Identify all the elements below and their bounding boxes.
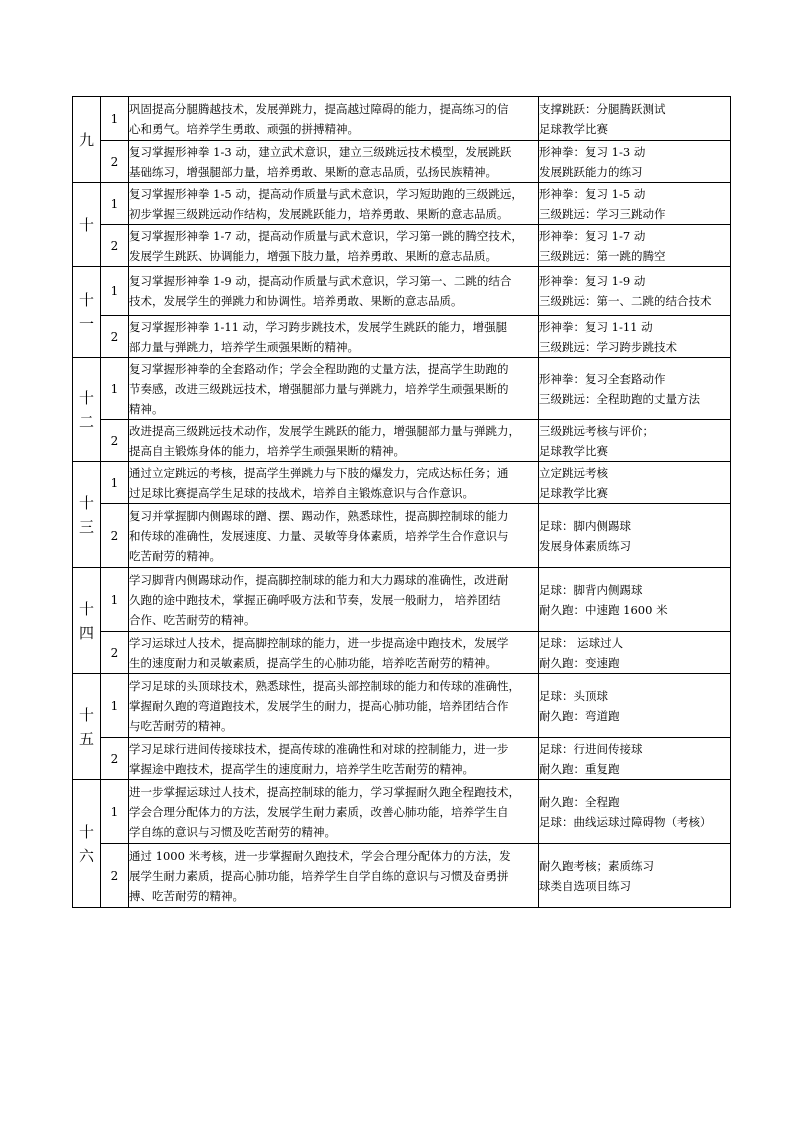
week-number-cell [73,780,101,908]
lesson-row [73,844,731,908]
lesson-number-cell: 2 [101,738,129,780]
lesson-content-line: 耐久跑：变速跑 [539,655,620,670]
lesson-goal-line: 生的速度耐力和灵敏素质，提高学生的心肺功能，培养吃苦耐劳的精神。 [129,655,497,670]
week-number-char: 十 [78,215,94,234]
lesson-row [73,141,731,183]
lesson-content-line: 形神拳：复习 1-3 动 [539,144,646,159]
lesson-content-line: 三级跳远：学习跨步跳技术 [539,339,677,354]
lesson-content-line: 足球教学比赛 [539,121,608,136]
week-number-char: 一 [78,315,94,333]
lesson-goal-line: 节奏感，改进三级跳远技术，增强腿部力量与弹跳力，培养学生顽强果断的 [129,381,509,396]
lesson-goal-line: 进一步掌握运球过人技术，提高控制球的能力，学习掌握耐久跑全程跑技术， [129,784,520,799]
lesson-content-line: 三级跳远：第一跳的腾空 [539,248,666,263]
lesson-content-line: 耐久跑：重复跑 [539,761,620,776]
lesson-goal-line: 复习掌握形神拳 1-7 动，提高动作质量与武术意识，学习第一跳的腾空技术， [129,228,523,243]
lesson-goal-line: 学自练的意识与习惯及吃苦耐劳的精神。 [129,824,336,839]
lesson-content-line: 支撑跳跃：分腿腾跃测试 [539,101,666,116]
lesson-goal-line: 初步掌握三级跳远动作结构，发展跳跃能力，培养勇敢、果断的意志品质。 [129,206,509,221]
week-number-char: 三 [78,517,94,536]
lesson-content-cell [539,504,731,568]
lesson-row [73,225,731,267]
lesson-goal-cell [129,632,539,674]
week-number-char: 五 [78,729,94,748]
lesson-content-line: 足球：脚背内侧踢球 [539,582,643,597]
lesson-content-line: 球类自选项目练习 [539,878,631,893]
week-number-char: 十 [78,599,94,618]
lesson-number-cell: 2 [101,632,129,674]
lesson-goal-line: 心和勇气。培养学生勇敢、顽强的拼搏精神。 [129,121,359,136]
lesson-content-cell [539,674,731,738]
lesson-goal-cell [129,420,539,462]
week-number-cell [73,674,101,780]
lesson-content-line: 形神拳：复习全套路动作 [539,371,666,386]
lesson-content-line: 耐久跑考核；素质练习 [539,858,654,873]
lesson-goal-cell [129,358,539,420]
lesson-goal-cell [129,462,539,504]
week-number-char: 十 [78,493,94,512]
lesson-content-cell [539,462,731,504]
lesson-goal-line: 复习掌握形神拳 1-11 动，学习跨步跳技术，发展学生跳跃的能力，增强腿 [129,319,508,334]
week-number-cell [73,568,101,674]
lesson-goal-cell [129,225,539,267]
lesson-content-line: 足球：曲线运球过障碍物（考核） [539,814,712,829]
lesson-content-cell [539,316,731,358]
week-number-char: 二 [78,412,94,431]
lesson-goal-cell [129,674,539,738]
week-number-char: 十 [78,291,94,309]
lesson-goal-line: 复习掌握形神拳 1-5 动，提高动作质量与武术意识，学习短助跑的三级跳远， [129,186,523,201]
lesson-goal-line: 过足球比赛提高学生足球的技战术，培养自主锻炼意识与合作意识。 [129,485,474,500]
lesson-goal-line: 通过立定跳远的考核，提高学生弹跳力与下肢的爆发力，完成达标任务；通 [129,465,509,480]
lesson-row [73,97,731,141]
lesson-content-line: 足球教学比赛 [539,485,608,500]
lesson-goal-line: 改进提高三级跳远技术动作，发展学生跳跃的能力，增强腿部力量与弹跳力， [129,423,520,438]
lesson-goal-line: 和传球的准确性，发展速度、力量、灵敏等身体素质，培养学生合作意识与 [129,528,509,543]
lesson-goal-line: 学会合理分配体力的方法，发展学生耐力素质，改善心肺功能，培养学生自 [129,804,509,819]
week-number-cell [73,97,101,183]
week-number-char: 六 [78,846,94,865]
lesson-content-line: 足球： 运球过人 [539,635,624,650]
lesson-row [73,738,731,780]
lesson-number-cell: 2 [101,844,129,908]
lesson-content-cell [539,780,731,844]
lesson-goal-line: 学习足球的头顶球技术，熟悉球性，提高头部控制球的能力和传球的准确性， [129,678,520,693]
lesson-content-line: 足球：脚内侧踢球 [539,518,631,533]
lesson-row [73,420,731,462]
lesson-goal-line: 提高自主锻炼身体的能力，培养学生顽强果断的精神。 [129,443,405,458]
lesson-number-cell: 2 [101,420,129,462]
lesson-content-line: 立定跳远考核 [539,465,608,480]
lesson-goal-line: 巩固提高分腿腾越技术，发展弹跳力，提高越过障碍的能力，提高练习的信 [129,101,509,116]
lesson-row [73,462,731,504]
lesson-content-line: 发展身体素质练习 [539,538,631,553]
lesson-content-cell [539,844,731,908]
lesson-content-line: 足球：行进间传接球 [539,741,643,756]
lesson-content-cell [539,97,731,141]
lesson-content-cell [539,358,731,420]
lesson-content-line: 三级跳远：第一、二跳的结合技术 [539,294,712,308]
lesson-goal-cell [129,316,539,358]
lesson-goal-line: 掌握耐久跑的弯道跑技术，发展学生的耐力，提高心肺功能，培养团结合作 [129,698,509,713]
lesson-content-line: 发展跳跃能力的练习 [539,164,643,179]
lesson-goal-line: 学习脚背内侧踢球动作，提高脚控制球的能力和大力踢球的准确性，改进耐 [129,572,509,587]
lesson-number-cell: 2 [101,141,129,183]
lesson-number-cell: 1 [101,183,129,225]
lesson-number-cell: 1 [101,568,129,632]
lesson-row [73,267,731,316]
lesson-goal-cell [129,183,539,225]
lesson-content-line: 三级跳远考核与评价； [539,423,654,438]
lesson-number-cell: 1 [101,462,129,504]
lesson-number-cell: 2 [101,504,129,568]
lesson-content-line: 耐久跑：全程跑 [539,794,620,809]
lesson-content-line: 三级跳远：学习三跳动作 [539,206,666,221]
lesson-number-cell: 1 [101,780,129,844]
lesson-content-cell [539,420,731,462]
lesson-content-cell [539,225,731,267]
lesson-content-line: 形神拳：复习 1-5 动 [539,186,646,201]
lesson-content-cell [539,632,731,674]
lesson-goal-line: 复习并掌握脚内侧踢球的蹭、摆、踢动作，熟悉球性，提高脚控制球的能力 [129,508,509,523]
teaching-plan-body [73,97,731,908]
lesson-goal-line: 展学生耐力素质，提高心肺功能，培养学生自学自练的意识与习惯及奋勇拼 [129,868,509,883]
lesson-content-line: 足球教学比赛 [539,443,608,458]
lesson-content-line: 耐久跑：中速跑 1600 米 [539,602,668,617]
lesson-goal-line: 久跑的途中跑技术，掌握正确呼吸方法和节奏，发展一般耐力， 培养团结 [129,592,501,607]
lesson-goal-line: 学习足球行进间传接球技术，提高传球的准确性和对球的控制能力，进一步 [129,741,509,756]
lesson-goal-cell [129,141,539,183]
lesson-goal-cell [129,844,539,908]
lesson-goal-line: 合作、吃苦耐劳的精神。 [129,612,256,627]
week-number-cell [73,358,101,462]
lesson-goal-line: 复习掌握形神拳 1-9 动，提高动作质量与武术意识，学习第一、二跳的结合 [129,274,512,288]
lesson-content-cell [539,267,731,316]
lesson-row [73,674,731,738]
week-number-char: 十 [78,705,94,724]
lesson-number-cell: 1 [101,267,129,316]
week-number-cell [73,267,101,358]
lesson-goal-cell [129,738,539,780]
lesson-row [73,568,731,632]
lesson-row [73,183,731,225]
lesson-goal-line: 技术，发展学生的弹跳力和协调性。培养勇敢、果断的意志品质。 [129,294,463,308]
lesson-goal-cell [129,780,539,844]
lesson-row [73,504,731,568]
lesson-goal-line: 掌握途中跑技术，提高学生的速度耐力，培养学生吃苦耐劳的精神。 [129,761,474,776]
lesson-content-cell [539,183,731,225]
lesson-number-cell: 1 [101,358,129,420]
lesson-goal-cell [129,568,539,632]
week-number-char: 十 [78,822,94,841]
week-number-char: 十 [78,388,94,407]
week-number-cell [73,462,101,568]
lesson-goal-line: 吃苦耐劳的精神。 [129,548,221,563]
lesson-goal-cell [129,267,539,316]
lesson-number-cell: 2 [101,225,129,267]
lesson-goal-line: 基础练习，增强腿部力量，培养勇敢、果断的意志品质，弘扬民族精神。 [129,164,497,179]
lesson-number-cell: 2 [101,316,129,358]
lesson-number-cell: 1 [101,97,129,141]
lesson-goal-line: 与吃苦耐劳的精神。 [129,718,233,733]
week-number-char: 四 [78,623,94,642]
lesson-goal-line: 搏、吃苦耐劳的精神。 [129,888,244,903]
lesson-goal-line: 复习掌握形神拳的全套路动作；学会全程助跑的丈量方法，提高学生助跑的 [129,361,509,376]
week-number-cell [73,183,101,267]
lesson-goal-line: 精神。 [129,401,164,416]
lesson-goal-cell [129,97,539,141]
lesson-goal-line: 通过 1000 米考核，进一步掌握耐久跑技术，学会合理分配体力的方法，发 [129,848,511,863]
lesson-row [73,632,731,674]
lesson-content-line: 耐久跑：弯道跑 [539,708,620,723]
lesson-goal-line: 学习运球过人技术，提高脚控制球的能力，进一步提高途中跑技术，发展学 [129,635,509,650]
week-number-char: 九 [78,130,94,149]
lesson-row [73,780,731,844]
lesson-goal-line: 部力量与弹跳力，培养学生顽强果断的精神。 [129,339,359,354]
lesson-number-cell: 1 [101,674,129,738]
lesson-content-cell [539,738,731,780]
lesson-content-line: 形神拳：复习 1-9 动 [539,274,646,288]
lesson-content-cell [539,141,731,183]
lesson-goal-line: 复习掌握形神拳 1-3 动，建立武术意识，建立三级跳远技术模型，发展跳跃 [129,144,512,159]
lesson-content-line: 形神拳：复习 1-7 动 [539,228,646,243]
lesson-content-line: 形神拳：复习 1-11 动 [539,319,653,334]
lesson-content-line: 三级跳远：全程助跑的丈量方法 [539,391,700,406]
lesson-goal-line: 发展学生跳跃、协调能力，增强下肢力量，培养勇敢、果断的意志品质。 [129,248,497,263]
lesson-row [73,316,731,358]
lesson-row [73,358,731,420]
lesson-content-cell [539,568,731,632]
teaching-plan-table [72,96,731,908]
lesson-content-line: 足球：头顶球 [539,688,608,703]
lesson-goal-cell [129,504,539,568]
